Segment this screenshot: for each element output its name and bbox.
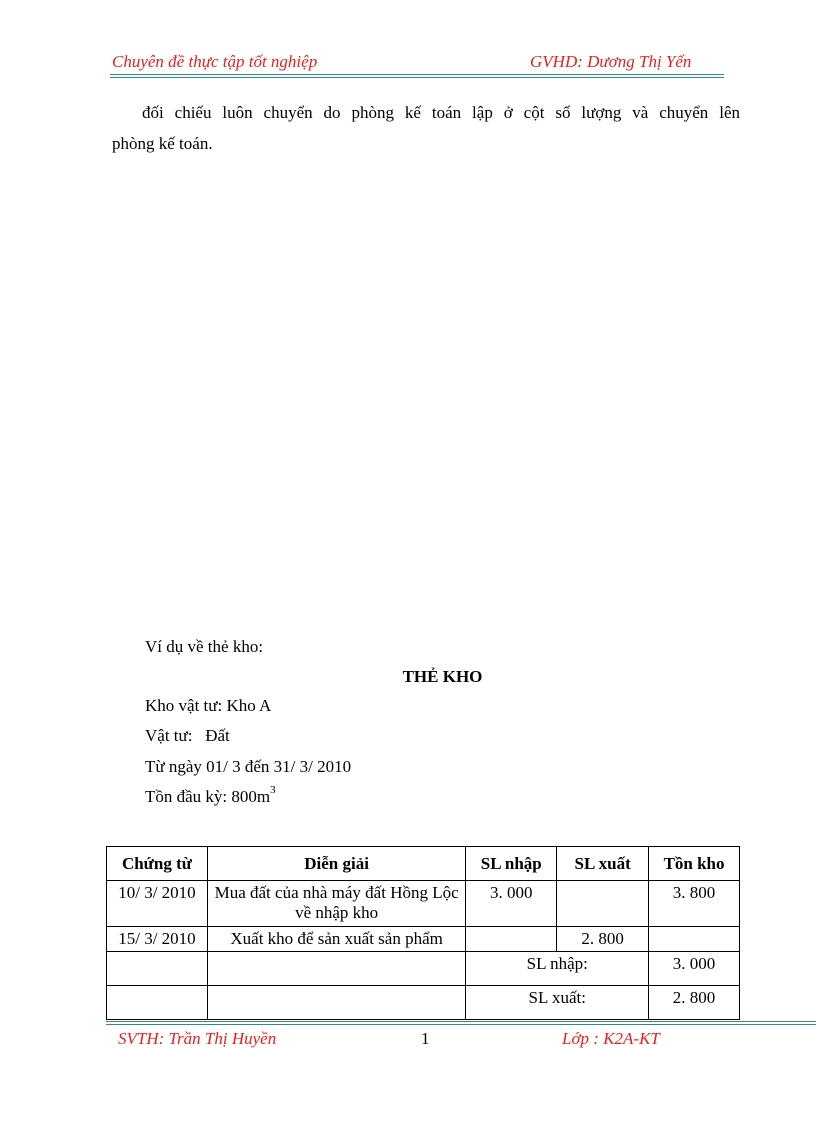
table-row [107, 881, 740, 927]
col-header-chung-tu: Chứng từ [107, 847, 208, 881]
page-number: 1 [421, 1029, 430, 1048]
table-cell [466, 927, 557, 952]
footer-rule [106, 1021, 816, 1022]
opening-balance-text: Tồn đầu kỳ: 800m [145, 787, 271, 806]
summary-value: 3. 000 [649, 952, 740, 986]
footer-right: Lớp : K2A-KT [562, 1029, 660, 1048]
paragraph-line-2: phòng kế toán. [112, 134, 213, 153]
col-header-ton-kho: Tồn kho [649, 847, 740, 881]
footer-rule-2 [106, 1024, 816, 1025]
table-cell [649, 927, 740, 952]
warehouse-line: Kho vật tư: Kho A [145, 696, 272, 715]
table-cell: 3. 000 [466, 881, 557, 927]
header-rule [110, 74, 724, 75]
unit-superscript: 3 [270, 784, 276, 796]
col-header-dien-giai: Diễn giải [207, 847, 465, 881]
col-header-sl-nhap: SL nhập [466, 847, 557, 881]
period-line: Từ ngày 01/ 3 đến 31/ 3/ 2010 [145, 757, 352, 776]
summary-value: 2. 800 [649, 986, 740, 1020]
inventory-table [106, 846, 740, 1020]
material-line: Vật tư: Đất [145, 726, 230, 745]
header-left: Chuyên đề thực tập tốt nghiệp [112, 52, 318, 71]
opening-balance-line [145, 784, 276, 807]
header-right: GVHD: Dương Thị Yến [530, 52, 692, 71]
table-row [107, 927, 740, 952]
table-cell [207, 986, 465, 1020]
table-header-row [107, 847, 740, 881]
footer-left: SVTH: Trần Thị Huyền [118, 1029, 277, 1048]
summary-row [107, 986, 740, 1020]
example-intro: Ví dụ về thẻ kho: [145, 637, 264, 656]
page-title: THẺ KHO [402, 667, 483, 686]
summary-row [107, 952, 740, 986]
table-cell [207, 952, 465, 986]
paragraph-line-1: đối chiếu luôn chuyển do phòng kế toán lập ở cột số lượng và chuyển lên [142, 103, 740, 122]
table-cell: 2. 800 [557, 927, 649, 952]
col-header-sl-xuat: SL xuất [557, 847, 649, 881]
table-cell [107, 986, 208, 1020]
table-cell [557, 881, 649, 927]
body-paragraph [112, 97, 740, 159]
table-cell: Mua đất của nhà máy đất Hồng Lộc về nhập kho [207, 881, 465, 927]
summary-label: SL nhập: [466, 952, 649, 986]
table-cell: 15/ 3/ 2010 [107, 927, 208, 952]
header-rule-2 [110, 77, 724, 78]
table-cell: 3. 800 [649, 881, 740, 927]
table-cell: 10/ 3/ 2010 [107, 881, 208, 927]
table-cell: Xuất kho để sản xuất sản phẩm [207, 927, 465, 952]
table-cell [107, 952, 208, 986]
summary-label: SL xuất: [466, 986, 649, 1020]
